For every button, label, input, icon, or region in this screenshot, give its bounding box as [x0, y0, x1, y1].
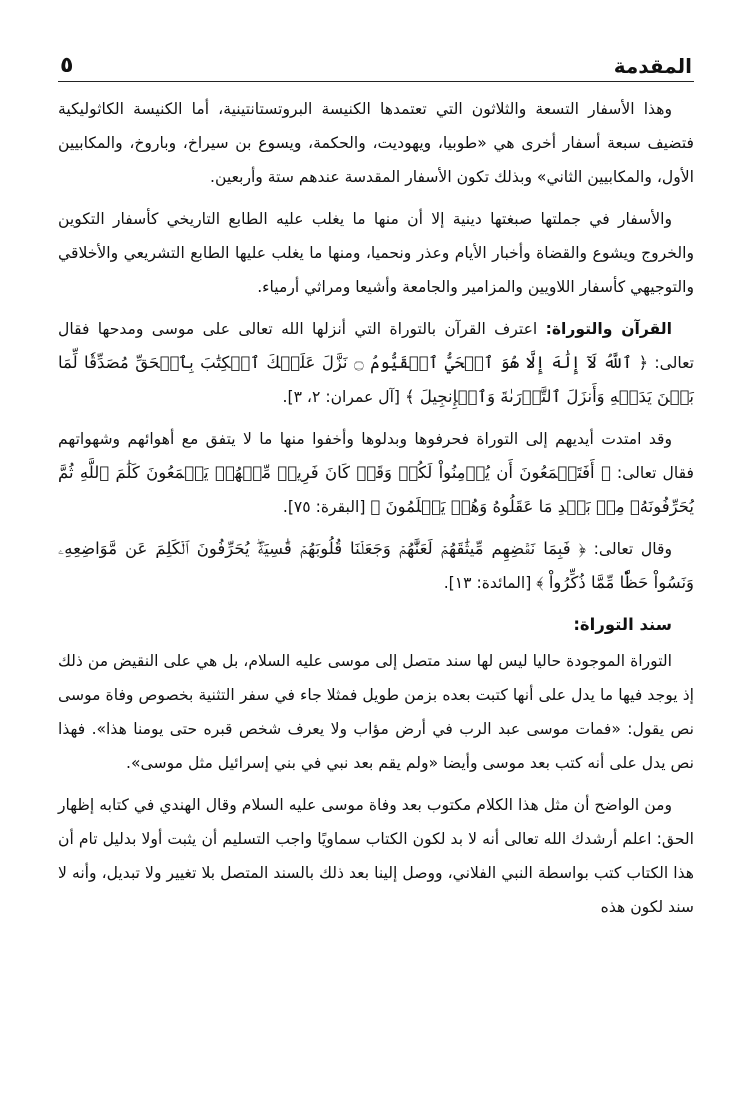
paragraph-al-hindi: ومن الواضح أن مثل هذا الكلام مكتوب بعد وفاة موسى عليه السلام وقال الهندي في كتابه إظهار الحق: اعلم أرشدك الله تعالى أنه لا بد لكون الكتاب سماويًا واجب التسليم أن يثبت أولا بدليل تام أن هذا الكتاب كتب بواسطة النبي الفلاني، ووصل إلينا بعد ذلك بالسند المتصل بلا تغيير ولا تبديل، وأنه لا سند لكون هذه [58, 796, 694, 916]
paragraph-distortion [58, 422, 694, 524]
paragraph-lead-heading: القرآن والتوراة: [545, 320, 672, 338]
section-heading: سند التوراة: [573, 615, 672, 634]
quran-verse: ﴿ ٱللَّهُ لَآ إِلَٰهَ إِلَّا هُوَ ٱلۡحَيُّ ٱلۡقَيُّومُ ۝ نَزَّلَ عَلَيۡكَ ٱلۡكِتَٰبَ بِٱلۡحَقِّ مُصَدِّقٗا لِّمَا بَيۡنَ يَدَيۡهِ وَأَنزَلَ ٱلتَّوۡرَىٰةَ وَٱلۡإِنجِيلَ ﴾ [58, 353, 694, 406]
running-header [58, 38, 694, 82]
paragraph-canon-books: وهذا الأسفار التسعة والثلاثون التي تعتمدها الكنيسة البروتستانتينية، أما الكنيسة الكاثوليكية فتضيف سبعة أسفار أخرى هي «طوبيا، ويهوديت، والحكمة، ويسوع بن سيراخ، وباروخ، والمكابيين الأول، والمكابيين الثاني» وبذلك تكون الأسفار المقدسة عندهم ستة وأربعين. [58, 100, 694, 186]
quran-verse: ﴿ فَبِمَا نَقۡضِهِم مِّيثَٰقَهُمۡ لَعَنَّٰهُمۡ وَجَعَلۡنَا قُلُوبَهُمۡ قَٰسِيَةٗۖ يُحَرِّفُونَ ٱلۡكَلِمَ عَن مَّوَاضِعِهِۦ وَنَسُواْ حَظّٗا مِّمَّا ذُكِّرُواْ ﴾ [58, 539, 694, 592]
quran-verse: ﴿ أَفَتَطۡمَعُونَ أَن يُؤۡمِنُواْ لَكُمۡ وَقَدۡ كَانَ فَرِيقٞ مِّنۡهُمۡ يَسۡمَعُونَ كَلَٰمَ ٱللَّهِ ثُمَّ يُحَرِّفُونَهُۥ مِنۢ بَعۡدِ مَا عَقَلُوهُ وَهُمۡ يَعۡلَمُونَ ﴾ [58, 463, 694, 516]
paragraph-covenant [58, 532, 694, 600]
paragraph-text: وقال تعالى: [585, 540, 672, 558]
verse-reference: [البقرة: ٧٥]. [282, 498, 371, 516]
book-page [58, 38, 694, 1070]
paragraph-torah-chain: التوراة الموجودة حاليا ليس لها سند متصل إلى موسى عليه السلام، بل هي على النقيض من ذلك إذ يوجد فيها ما يدل على أنها كتبت بعده بزمن طويل فمثلا جاء في سفر التثنية بخصوص وفاة موسى نص يقول: «فمات موسى عبد الرب في أرض مؤاب ولا يعرف شخص قبره حتى يومنا هذا». فهذا نص يدل على أنه كتب بعد موسى وأيضا «ولم يقم بعد نبي في بني إسرائيل مثل موسى». [58, 652, 694, 772]
paragraph-text: وقد امتدت أيديهم إلى التوراة فحرفوها وبدلوها وأخفوا منها ما لا يتفق مع أهوائهم وشهواتهم فقال تعالى: [58, 430, 694, 482]
running-title: المقدمة [613, 54, 692, 78]
verse-reference: [آل عمران: ٢، ٣]. [282, 388, 405, 406]
page-body [58, 92, 694, 924]
paragraph-books-character: والأسفار في جملتها صبغتها دينية إلا أن منها ما يغلب عليه الطابع التاريخي كأسفار التكوين والخروج ويشوع والقضاة وأخبار الأيام وعذر ونحميا، ومنها ما يغلب عليها الطابع التشريعي والأخلاقي والتوجيهي كأسفار اللاويين والمزامير والجامعة وأشيعا ومراثي أرمياء. [58, 210, 694, 296]
paragraph-quran-and-torah [58, 312, 694, 414]
page-number: ٥ [60, 53, 74, 78]
verse-reference: [المائدة: ١٣]. [443, 574, 537, 592]
paragraph-text: اعترف القرآن بالتوراة التي أنزلها الله تعالى على موسى ومدحها فقال تعالى: [58, 320, 694, 372]
